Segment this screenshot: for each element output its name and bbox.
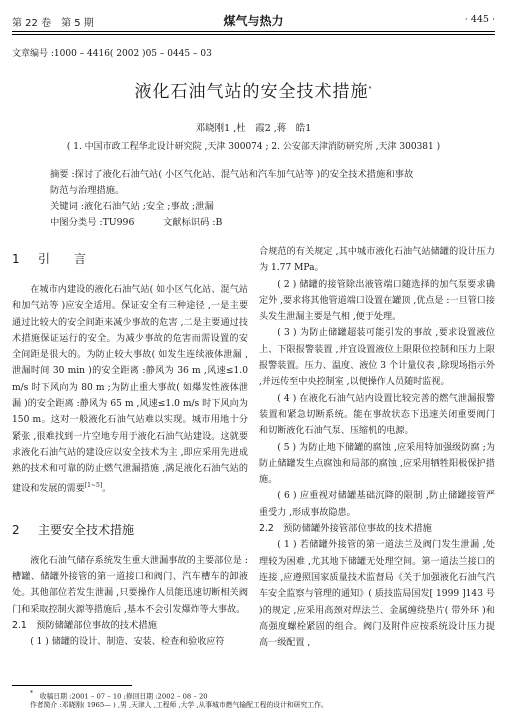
section-1-title: 引 言 bbox=[38, 252, 87, 266]
paper-title bbox=[0, 77, 507, 102]
authors: 邓晓刚1 ,杜 霞2 ,蒋 皓1 bbox=[195, 123, 312, 134]
section-1-text: 在城市内建设的液化石油气站( 如小区气化站、混气站和加气站等 )应安全适用。保证安全有三种途径 ,一是主要通过比较大的安全间距来减少事故的危害 ,二是主要通过技术措施保证运行的安全。为减少事故的危害而需设置的安全间距是很大的。为防止较大事故( 如发生连续液体泄漏 ,泄漏时间 30 min )的安全距离 :静风为 36 m ,风速≤1.0 m/s 时下风向为 80 m ;为防止重大事故( 如爆发性液体泄漏 )的安全距离 :静风为 65 m ,风速≤1.0 m/s 时下风向为 150 m。这对一般液化石油气站难以实现。城市用地十分紧张 ,很难找到一片空地专用于液化石油气站建设。这就要求液化石油气站的建设应以安全技术为主 ,即应采用先进成熟的技术和可靠的防止燃气泄漏措施 ,满足液化石油气站的建设和发展的需要 bbox=[12, 285, 248, 494]
journal-name: 煤气与热力 bbox=[223, 14, 284, 28]
subsection-2-2-item-1: ( 1 ) 若储罐外接管的第一道法兰及阀门发生泄漏 ,处理较为困难 ,尤其地下储罐无处理空间。第一道法兰接口的连接 ,应遵照国家质量技术监督局《关于加强液化石油气汽车安全监察与管理的通知》( 质技监局国发[ 1999 ]143 号 )的规定 ,应采用高颈对焊法兰、金属缠绕垫片( 带外环 )和高强度螺栓紧固的组合。阀门及附件应按系统设计压力提高一级配置 , bbox=[259, 540, 495, 649]
section-1-paragraph bbox=[12, 282, 248, 497]
footnote-star: * bbox=[30, 690, 33, 697]
footnote-rule bbox=[12, 685, 132, 686]
item-3: ( 3 ) 为防止储罐超装可能引发的事故 ,要求设置液位上、下限报警装置 ,并宜设置液位上限限位控制和压力上限报警装置。压力、温度、液位 3 个计量仪表 ,除现场指示外 ,并远传至中央控制室 ,以便操作人员随时监视。 bbox=[259, 328, 495, 388]
subsection-2-2-heading: 2.2 预防储罐外接管部位事故的技术措施 bbox=[259, 523, 432, 535]
item-2: ( 2 ) 储罐的接管除出液管端口随选择的加气泵要求确定外 ,要求将其他管道端口设置在罐顶 ,优点是 :一旦管口接头发生泄漏主要是气相 ,便于处理。 bbox=[259, 279, 495, 323]
document-code: 文献标识码 :B bbox=[162, 217, 223, 228]
right-column bbox=[259, 244, 495, 651]
header-rule-thin bbox=[12, 34, 495, 35]
subsection-2-1-heading: 2.1 预防储罐部位事故的技术措施 bbox=[12, 620, 157, 632]
title-footnote-mark: * bbox=[368, 85, 373, 93]
footnote-author-bio: 作者简介 :邓晓刚( 1965— ) ,男 ,天津人 ,工程师 ,大学 ,从事城市燃气输配工程的设计和研究工作。 bbox=[30, 701, 328, 710]
classification-line bbox=[50, 215, 467, 231]
abstract-block bbox=[50, 167, 467, 231]
section-2-number: 2 bbox=[12, 522, 20, 537]
abstract-line-1: 摘要 :探讨了液化石油气站( 小区气化站、混气站和汽车加气站等 )的安全技术措施和事故 bbox=[50, 169, 414, 180]
subsection-2-1-item-1: ( 1 ) 储罐的设计、制造、安装、检查和验收应符 bbox=[30, 637, 225, 648]
item-5: ( 5 ) 为防止地下储罐的腐蚀 ,应采用特加强级防腐 ;为防止储罐发生点腐蚀和局部的腐蚀 ,应采用牺牲阳极保护措施。 bbox=[259, 442, 495, 486]
abstract-line-2: 防范与治理措施。 bbox=[50, 185, 125, 196]
left-column bbox=[12, 244, 248, 651]
page-number: · 445 · bbox=[464, 14, 495, 25]
volume-issue: 第 22 卷 第 5 期 bbox=[12, 18, 94, 29]
footnote-dates-text: 收稿日期 :2001 – 07 – 10 ;修回日期 :2002 – 08 – 20 bbox=[39, 692, 208, 701]
section-1-heading bbox=[12, 248, 248, 270]
item-1-continued: 合规范的有关规定 ,其中城市液化石油气站储罐的设计压力为 1.77 MPa。 bbox=[259, 247, 495, 274]
footnote bbox=[30, 689, 495, 710]
footnote-dates bbox=[30, 689, 495, 701]
reference-mark: [1~5] bbox=[84, 481, 103, 489]
section-2-paragraph: 液化石油气储存系统发生重大泄漏事故的主要部位是 :槽罐、储罐外接管的第一道接口和阀门、汽车槽车的卸液处。其他部位若发生泄漏 ,只要操作人员能迅速切断相关阀门和采取控制火源等措施后 ,基本不会引发爆炸等大事故。 bbox=[12, 555, 248, 615]
section-1-number: 1 bbox=[12, 252, 20, 266]
paper-title-text: 液化石油气站的安全技术措施 bbox=[134, 82, 369, 102]
header-rule bbox=[12, 31, 495, 32]
keywords: 关键词 :液化石油气站 ;安全 ;事故 ;泄漏 bbox=[50, 201, 214, 212]
section-2-title: 主要安全技术措施 bbox=[38, 522, 135, 537]
item-4: ( 4 ) 在液化石油气站内设置比较完善的燃气泄漏报警装置和紧急切断系统。能在事故状态下迅速关闭重要阀门和切断液化石油气泵、压缩机的电源。 bbox=[259, 393, 495, 437]
affiliation: ( 1. 中国市政工程华北设计研究院 ,天津 300074 ; 2. 公安部天津消防研究所 ,天津 300381 ) bbox=[66, 142, 441, 152]
section-2-heading bbox=[12, 519, 248, 541]
item-6: ( 6 ) 应重视对储罐基础沉降的限制 ,防止储罐接管严重受力 ,形成事故隐患。 bbox=[259, 491, 495, 518]
article-number: 文章编号 :1000 – 4416( 2002 )05 – 0445 – 03 bbox=[12, 49, 212, 59]
clc-number: 中图分类号 :TU996 bbox=[50, 217, 135, 228]
section-1-end: 。 bbox=[102, 483, 112, 494]
